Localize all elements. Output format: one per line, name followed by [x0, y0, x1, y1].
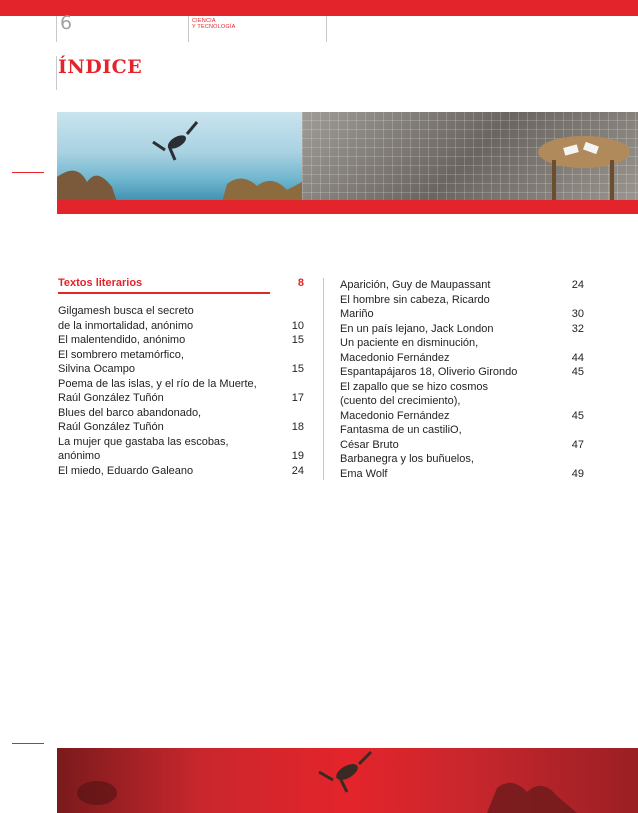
toc-entry-page: 15 [291, 363, 304, 375]
header-divider [326, 16, 327, 42]
toc-entry-text: Gilgamesh busca el secreto [58, 305, 194, 317]
tiled-floor-image [302, 112, 638, 202]
banner-red-strip [57, 200, 638, 214]
toc-entry-page: 24 [571, 279, 584, 291]
toc-left-column [58, 304, 304, 478]
toc-entry [340, 293, 584, 322]
toc-entry-text: de la inmortalidad, anónimo [58, 319, 194, 332]
toc-entry [340, 322, 584, 337]
margin-mark [12, 172, 44, 173]
toc-entry [58, 304, 304, 333]
section-heading-label: Textos literarios [58, 277, 143, 289]
toc-entry-text: El malentendido, anónimo [58, 334, 186, 346]
toc-entry [58, 406, 304, 435]
toc-entry [58, 348, 304, 377]
toc-entry-text: El miedo, Eduardo Galeano [58, 464, 194, 477]
toc-entry-text: Silvina Ocampo [58, 363, 136, 375]
toc-entry [340, 423, 584, 452]
toc-entry-text: La mujer que gastaba las escobas, [58, 435, 229, 448]
toc-entry-text: Raúl González Tuñón [58, 392, 164, 404]
toc-entry-page: 15 [291, 334, 304, 346]
toc-entry-text: anónimo [58, 450, 101, 462]
table-icon [302, 112, 638, 202]
toc-entry-text: Poema de las islas, y el río de la Muerte, [58, 377, 257, 390]
toc-entry [340, 336, 584, 365]
toc-entry-text: En un país lejano, Jack London [340, 322, 494, 335]
toc-entry-text: Aparición, Guy de Maupassant [340, 279, 491, 291]
toc-entry [58, 464, 304, 479]
margin-mark [12, 743, 44, 744]
page-number: 6 [60, 12, 73, 34]
toc-entry-text: Blues del barco abandonado, [58, 406, 202, 419]
toc-entry-text: Espantapájaros 18, Oliverio Girondo [340, 366, 518, 378]
header-divider [188, 16, 189, 42]
toc-right-column [340, 278, 584, 481]
section-underline [58, 292, 270, 294]
toc-entry [340, 365, 584, 380]
toc-entry-page: 24 [291, 464, 304, 477]
toc-entry-text: El hombre sin cabeza, Ricardo [340, 293, 490, 306]
toc-entry [58, 377, 304, 406]
toc-entry [340, 452, 584, 481]
toc-entry-page: 49 [571, 467, 584, 480]
toc-entry-page: 45 [571, 409, 584, 422]
ministry-line: Y TECNOLOGÍA [192, 24, 236, 30]
toc-entry-text: El sombrero metamórfico, [58, 348, 184, 361]
diver-figure-icon [57, 112, 302, 202]
toc-entry-text: Ema Wolf [340, 467, 388, 480]
ministry-line: CIENCIA [192, 18, 216, 24]
title-divider [56, 56, 57, 90]
toc-entry-page: 10 [291, 319, 304, 332]
toc-entry [340, 380, 584, 424]
toc-entry-text: Mariño [340, 308, 374, 320]
footer-collage-image [57, 748, 638, 813]
top-red-band [0, 0, 638, 16]
toc-entry-page: 47 [571, 438, 584, 451]
toc-entry-page: 19 [291, 450, 304, 462]
toc-entry-text: (cuento del crecimiento), [340, 395, 461, 407]
toc-entry-text: César Bruto [340, 438, 399, 451]
toc-entry [58, 333, 304, 348]
section-heading-page: 8 [297, 277, 304, 289]
toc-entry-text: El zapallo que se hizo cosmos [340, 380, 488, 393]
toc-entry [340, 278, 584, 293]
toc-entry-page: 17 [291, 392, 304, 404]
toc-entry-text: Fantasma de un castiliO, [340, 424, 462, 436]
toc-entry [58, 435, 304, 464]
header-collage-image [57, 112, 638, 214]
toc-entry-text: Macedonio Fernández [340, 351, 450, 364]
toc-entry-text: Raúl González Tuñón [58, 421, 164, 433]
diver-figure-icon [57, 748, 638, 813]
underwater-image [57, 112, 302, 202]
section-heading [58, 277, 304, 289]
ministry-line: MINISTERIO DE EDUCACIÓN [192, 12, 273, 18]
ministry-label [192, 12, 272, 30]
toc-entry-text: Macedonio Fernández [340, 409, 450, 422]
toc-entry-page: 44 [571, 351, 584, 364]
column-divider [323, 278, 324, 480]
toc-entry-page: 18 [291, 421, 304, 433]
toc-entry-page: 32 [571, 322, 584, 335]
toc-entry-text: Barbanegra y los buñuelos, [340, 453, 474, 465]
toc-entry-text: Un paciente en disminución, [340, 337, 479, 349]
page-title: ÍNDICE [58, 56, 143, 78]
toc-entry-page: 30 [571, 308, 584, 320]
toc-entry-page: 45 [571, 366, 584, 378]
header-divider [56, 16, 57, 42]
